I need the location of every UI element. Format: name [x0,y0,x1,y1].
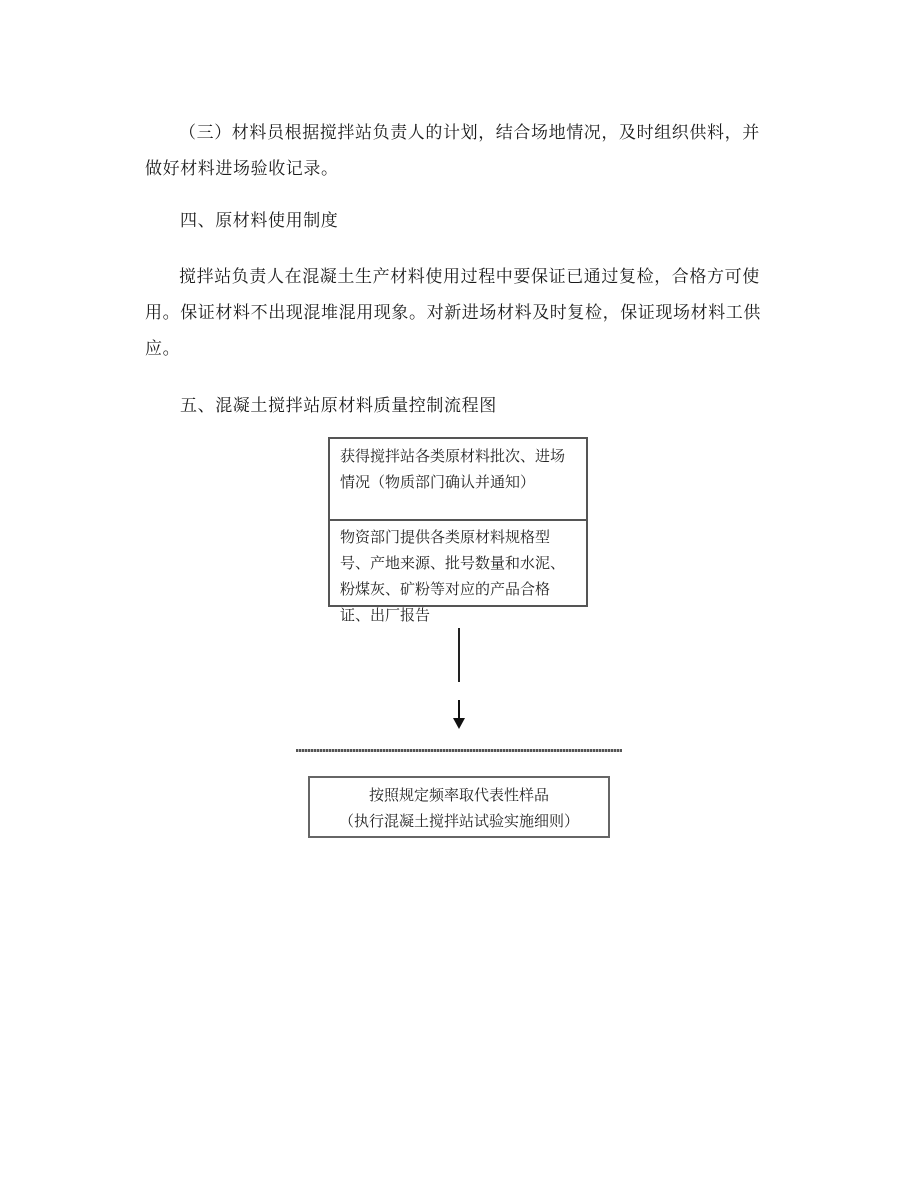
sampling-line-2: （执行混凝土搅拌站试验实施细则） [338,812,579,830]
arrow-down-icon [452,700,466,730]
section-heading-material-usage: 四、原材料使用制度 [180,211,339,231]
flowchart-step-certificates: 物资部门提供各类原材料规格型号、产地来源、批号数量和水泥、粉煤灰、矿粉等对应的产品合格证、出厂报告 [328,519,588,607]
flowchart-step-batch-info: 获得搅拌站各类原材料批次、进场情况（物质部门确认并通知） [328,437,588,521]
paragraph-material-usage: 搅拌站负责人在混凝土生产材料使用过程中要保证已通过复检，合格方可使用。保证材料不出现混堆混用现象。对新进场材料及时复检，保证现场材料工供应。 [145,267,761,359]
flowchart-step-sampling [308,776,610,838]
sampling-line-1: 按照规定频率取代表性样品 [368,786,549,804]
section-heading-flowchart: 五、混凝土搅拌站原材料质量控制流程图 [180,396,497,416]
flowchart-divider [296,749,622,752]
paragraph-material-supply: （三）材料员根据搅拌站负责人的计划，结合场地情况，及时组织供料，并做好材料进场验收记录。 [145,123,760,179]
flowchart-connector-line [458,628,460,682]
